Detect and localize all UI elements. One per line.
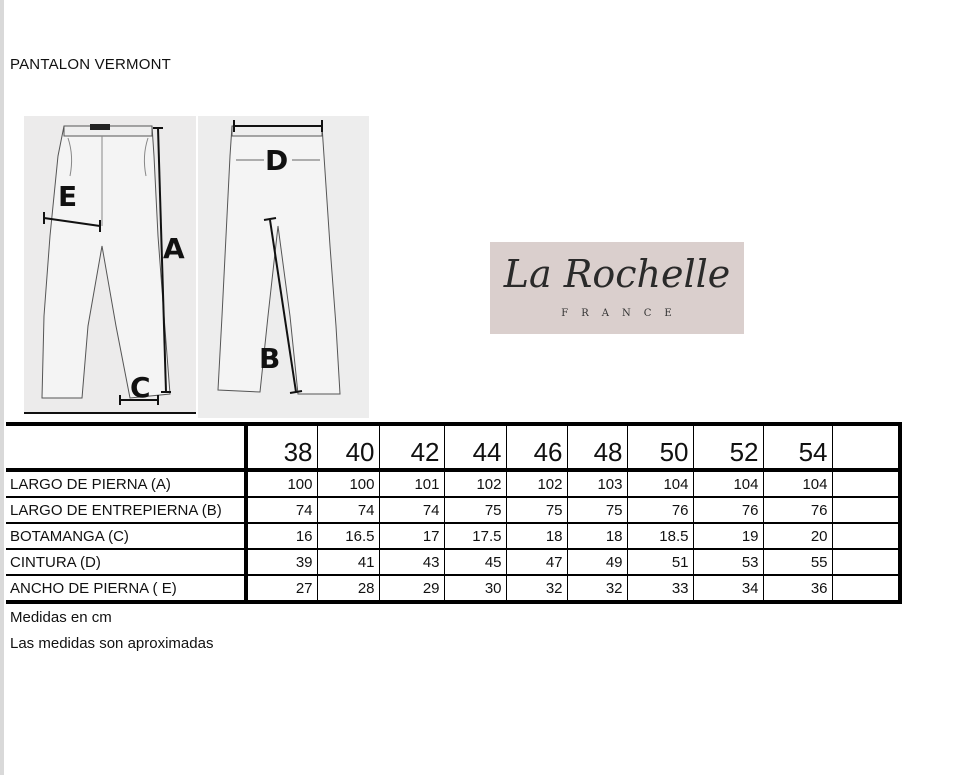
table-cell: 43 [379,549,444,575]
table-cell: 30 [444,575,506,602]
table-cell: 33 [627,575,693,602]
approx-note: Las medidas son aproximadas [10,635,214,652]
table-cell: 104 [693,470,763,497]
label-c: C [130,371,151,404]
table-cell-empty [832,523,900,549]
sheet-left-edge [0,0,4,775]
table-cell-empty [832,549,900,575]
table-cell: 18.5 [627,523,693,549]
table-cell: 16.5 [317,523,379,549]
table-cell: 47 [506,549,567,575]
label-a: A [163,232,185,265]
size-header-cell: 44 [444,424,506,470]
size-table [6,422,902,604]
table-cell: 18 [567,523,627,549]
table-cell: 74 [317,497,379,523]
pants-diagram [24,116,369,418]
table-cell: 104 [627,470,693,497]
table-cell: 28 [317,575,379,602]
size-header-cell: 40 [317,424,379,470]
label-e: E [58,180,78,213]
table-cell: 101 [379,470,444,497]
table-cell: 75 [506,497,567,523]
table-cell: 34 [693,575,763,602]
size-header-cell: 42 [379,424,444,470]
label-b: B [259,342,281,375]
table-cell: 74 [246,497,317,523]
table-cell: 100 [246,470,317,497]
table-row [6,497,900,523]
table-cell: 53 [693,549,763,575]
size-header-cell: 50 [627,424,693,470]
table-cell: 20 [763,523,832,549]
row-label: LARGO DE ENTREPIERNA (B) [6,497,246,523]
table-row [6,470,900,497]
size-header-cell: 48 [567,424,627,470]
row-label: LARGO DE PIERNA (A) [6,470,246,497]
table-row [6,523,900,549]
table-cell: 75 [444,497,506,523]
size-header-cell: 54 [763,424,832,470]
size-header-cell: 46 [506,424,567,470]
brand-logo-subtitle: FRANCE [561,308,685,319]
table-cell: 55 [763,549,832,575]
table-cell: 19 [693,523,763,549]
table-cell: 76 [627,497,693,523]
size-header-corner [6,424,246,470]
size-header-row [6,424,900,470]
row-label: ANCHO DE PIERNA ( E) [6,575,246,602]
table-cell: 17 [379,523,444,549]
table-cell: 49 [567,549,627,575]
row-label: BOTAMANGA (C) [6,523,246,549]
table-cell-empty [832,470,900,497]
table-cell: 103 [567,470,627,497]
table-cell: 27 [246,575,317,602]
table-cell: 102 [444,470,506,497]
row-label: CINTURA (D) [6,549,246,575]
table-cell: 51 [627,549,693,575]
table-cell: 102 [506,470,567,497]
size-header-cell: 52 [693,424,763,470]
brand-logo [490,242,744,334]
table-cell: 29 [379,575,444,602]
table-cell-empty [832,575,900,602]
table-cell: 74 [379,497,444,523]
brand-logo-wordmark: La Rochelle [503,252,731,296]
table-cell: 39 [246,549,317,575]
table-row [6,575,900,602]
table-cell: 104 [763,470,832,497]
size-header-cell: 38 [246,424,317,470]
label-d: D [265,144,289,177]
table-cell: 76 [763,497,832,523]
document-title: PANTALON VERMONT [10,56,171,73]
table-cell: 17.5 [444,523,506,549]
units-note: Medidas en cm [10,609,112,626]
table-cell: 32 [567,575,627,602]
pants-diagram-svg [24,116,369,418]
table-cell: 76 [693,497,763,523]
table-cell: 41 [317,549,379,575]
table-cell: 18 [506,523,567,549]
table-row [6,549,900,575]
size-header-empty [832,424,900,470]
table-cell-empty [832,497,900,523]
table-cell: 100 [317,470,379,497]
notes-block [10,605,213,657]
table-cell: 45 [444,549,506,575]
table-cell: 36 [763,575,832,602]
table-cell: 75 [567,497,627,523]
table-cell: 16 [246,523,317,549]
table-cell: 32 [506,575,567,602]
